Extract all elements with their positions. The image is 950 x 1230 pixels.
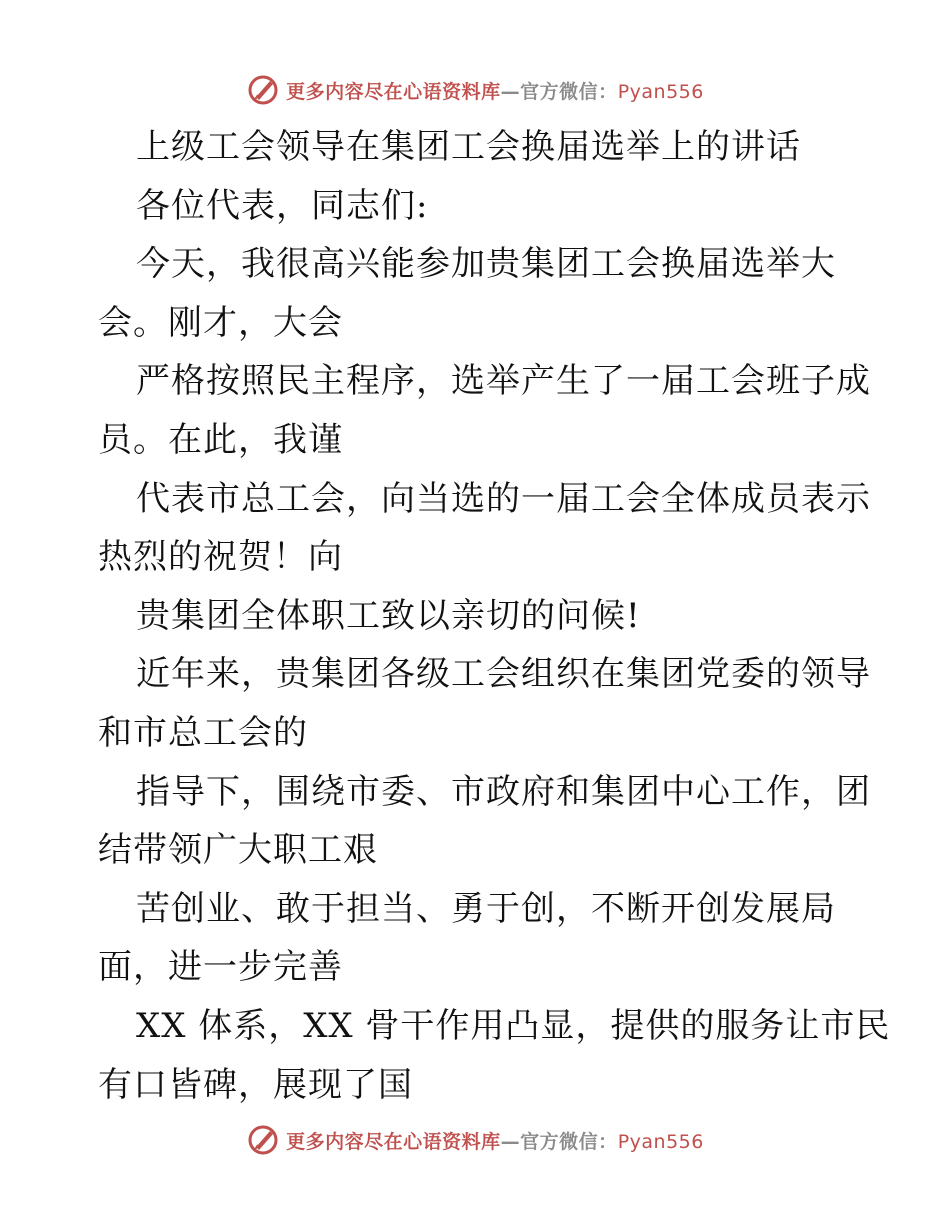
watermark-text (286, 1127, 704, 1154)
paragraph-line: 代表市总工会，向当选的一届工会全体成员表示 (136, 478, 871, 519)
paragraph-line: 和市总工会的 (98, 712, 308, 753)
document-title: 上级工会领导在集团工会换届选举上的讲话 (136, 127, 801, 167)
watermark-handle: Pyan556 (617, 80, 704, 103)
watermark-brand: 更多内容尽在心语资料库 (286, 80, 501, 103)
watermark-dash: — (500, 80, 521, 103)
paragraph-line: 苦创业、敢于担当、勇于创，不断开创发展局 (136, 888, 836, 929)
watermark-official: 官方微信： (520, 1130, 618, 1153)
paragraph-line: 面，进一步完善 (98, 947, 343, 988)
watermark-dash: — (500, 1130, 521, 1153)
paragraph-line: 有口皆碑，展现了国 (98, 1064, 413, 1105)
paragraph-line: 指导下，围绕市委、市政府和集团中心工作，团 (136, 771, 871, 812)
paragraph-line: 贵集团全体职工致以亲切的问候! (136, 595, 641, 636)
paragraph-line: 热烈的祝贺！向 (98, 537, 343, 578)
watermark-brand: 更多内容尽在心语资料库 (286, 1130, 501, 1153)
paragraph-line: 结带领广大职工艰 (98, 830, 378, 871)
quill-pen-circle-icon (246, 1123, 280, 1157)
salutation: 各位代表，同志们: (136, 185, 429, 226)
footer-watermark (0, 1118, 950, 1162)
header-watermark (0, 68, 950, 112)
watermark-text (286, 77, 704, 104)
paragraph-line: XX 体系，XX 骨干作用凸显，提供的服务让市民 (136, 1005, 891, 1046)
quill-pen-circle-icon (246, 73, 280, 107)
paragraph-line: 会。刚才，大会 (98, 302, 343, 343)
paragraph-line: 员。在此，我谨 (98, 419, 343, 460)
paragraph-line: 严格按照民主程序，选举产生了一届工会班子成 (136, 361, 871, 402)
watermark-official: 官方微信： (520, 80, 618, 103)
paragraph-line: 近年来，贵集团各级工会组织在集团党委的领导 (136, 654, 871, 695)
paragraph-line: 今天，我很高兴能参加贵集团工会换届选举大 (136, 244, 836, 285)
watermark-handle: Pyan556 (617, 1130, 704, 1153)
document-body (98, 118, 891, 1114)
